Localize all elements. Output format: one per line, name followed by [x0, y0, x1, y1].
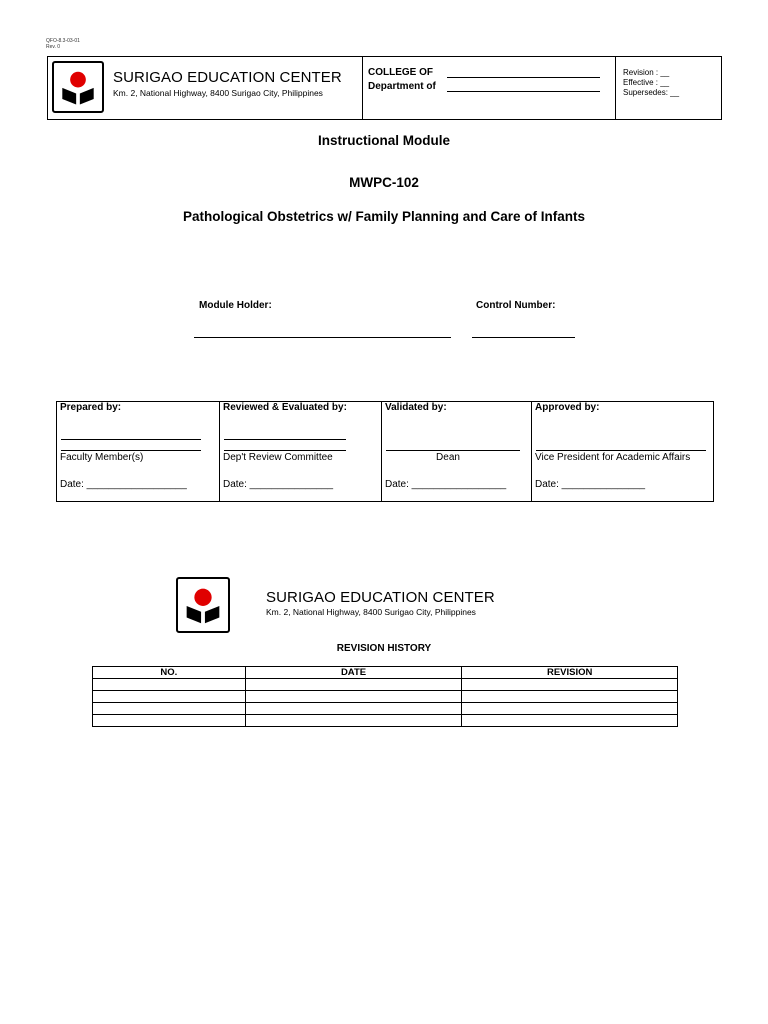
course-title: Pathological Obstetrics w/ Family Planning and Care of Infants [182, 209, 586, 224]
revision-school-address: Km. 2, National Highway, 8400 Surigao City, Philippines [266, 607, 476, 617]
school-address: Km. 2, National Highway, 8400 Surigao City, Philippines [113, 88, 323, 98]
department-blank-line[interactable] [447, 91, 600, 92]
department-label: Department of [368, 81, 436, 92]
header-divider [615, 57, 616, 119]
signatory-cell-reviewed [220, 402, 382, 501]
signatory-cell-approved [532, 402, 713, 501]
validated-by-label: Validated by: [385, 402, 447, 413]
signatory-table [56, 401, 714, 502]
signatory-cell-validated [382, 402, 532, 501]
form-number: QFO-8.3-03-01 [46, 38, 80, 44]
table-cell[interactable] [462, 703, 678, 715]
table-cell[interactable] [245, 691, 462, 703]
table-cell[interactable] [93, 691, 246, 703]
table-cell[interactable] [245, 679, 462, 691]
revision-history-title: REVISION HISTORY [336, 643, 432, 654]
module-holder-line[interactable] [194, 337, 451, 338]
document-code [46, 38, 80, 50]
effective-field: Effective : __ [623, 78, 670, 87]
signature-line[interactable] [224, 450, 346, 451]
document-header [47, 56, 722, 120]
column-header-date: DATE [245, 667, 462, 679]
module-holder-label: Module Holder: [199, 300, 272, 311]
header-divider [362, 57, 363, 119]
table-row [93, 715, 678, 727]
school-name: SURIGAO EDUCATION CENTER [113, 69, 342, 86]
table-row [93, 703, 678, 715]
table-cell[interactable] [462, 691, 678, 703]
revision-history-table [92, 666, 678, 727]
table-cell[interactable] [462, 679, 678, 691]
school-logo-icon [176, 577, 230, 633]
column-header-revision: REVISION [462, 667, 678, 679]
table-cell[interactable] [462, 715, 678, 727]
reviewed-by-date: Date: _______________ [223, 479, 334, 490]
table-cell[interactable] [245, 703, 462, 715]
column-header-no: NO. [93, 667, 246, 679]
control-number-label: Control Number: [476, 300, 556, 311]
college-label: COLLEGE OF [368, 67, 433, 78]
college-blank-line[interactable] [447, 77, 600, 78]
prepared-by-role: Faculty Member(s) [60, 452, 144, 463]
signature-line[interactable] [536, 450, 706, 451]
approved-by-date: Date: _______________ [535, 479, 646, 490]
school-logo-icon [52, 61, 104, 113]
validated-by-date: Date: _________________ [385, 479, 507, 490]
module-type-title: Instructional Module [317, 133, 450, 148]
control-number-line[interactable] [472, 337, 575, 338]
signature-line[interactable] [224, 439, 346, 440]
table-cell[interactable] [93, 715, 246, 727]
prepared-by-date: Date: __________________ [60, 479, 187, 490]
approved-by-label: Approved by: [535, 402, 600, 413]
signature-line[interactable] [61, 450, 201, 451]
approved-by-role: Vice President for Academic Affairs [535, 452, 691, 463]
table-row [93, 691, 678, 703]
course-code: MWPC-102 [349, 175, 419, 190]
table-cell[interactable] [93, 703, 246, 715]
signature-line[interactable] [386, 450, 520, 451]
signature-line[interactable] [61, 439, 201, 440]
reviewed-by-role: Dep't Review Committee [223, 452, 333, 463]
form-revision: Rev. 0 [46, 44, 61, 50]
table-header-row [93, 667, 678, 679]
table-cell[interactable] [245, 715, 462, 727]
table-cell[interactable] [93, 679, 246, 691]
signatory-cell-prepared [57, 402, 220, 501]
reviewed-by-label: Reviewed & Evaluated by: [223, 402, 347, 413]
revision-school-name: SURIGAO EDUCATION CENTER [266, 589, 495, 606]
prepared-by-label: Prepared by: [60, 402, 122, 413]
revision-field: Revision : __ [623, 68, 670, 77]
validated-by-role: Dean [436, 452, 460, 463]
table-row [93, 679, 678, 691]
supersedes-field: Supersedes: __ [623, 88, 680, 97]
